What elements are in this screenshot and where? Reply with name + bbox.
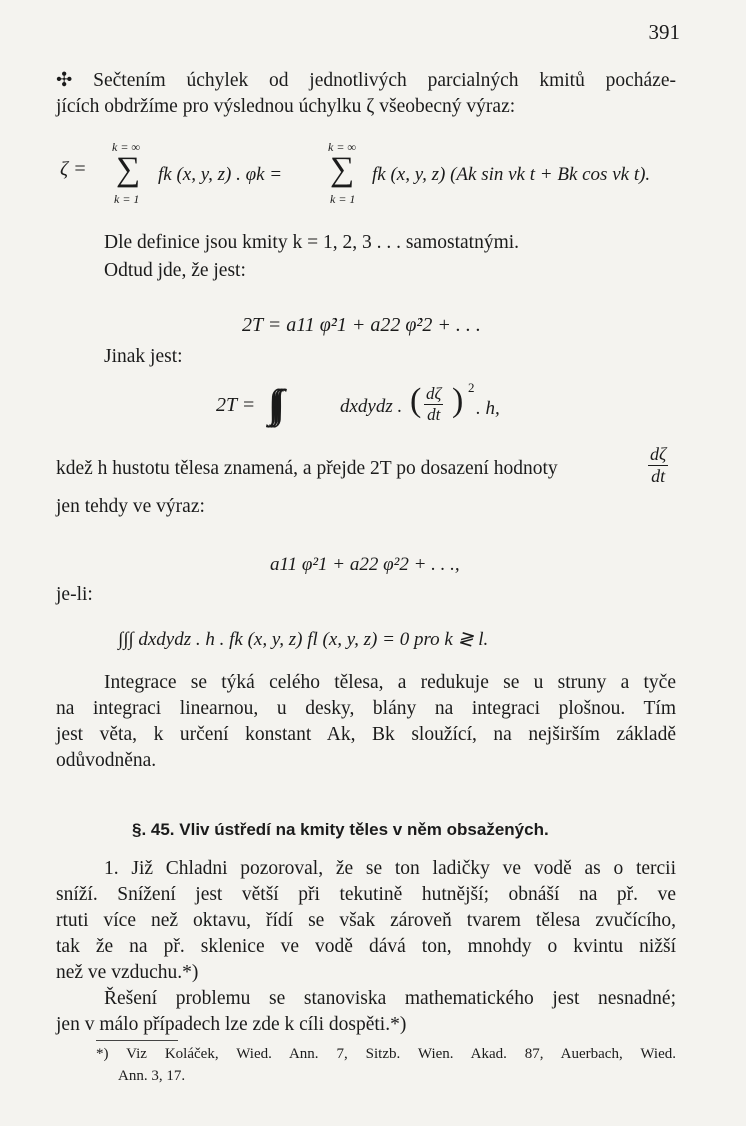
eq1-part2: fk (x, y, z) (Ak sin νk t + Bk cos νk t). — [372, 164, 651, 185]
eq1-part1: fk (x, y, z) . φk = — [158, 164, 283, 185]
jeli-label: je-li: — [56, 584, 93, 605]
intro-line-1: ✣ Sečtením úchylek od jednotlivých parcialných kmitů pocháze- — [56, 70, 676, 91]
integrace-line-4: odůvodněna. — [56, 750, 157, 771]
sigma-symbol-1: ∑ — [116, 151, 141, 188]
equation-quadratic-form: a11 φ²1 + a22 φ²2 + . . ., — [270, 554, 460, 575]
footnote-line-2: Ann. 3, 17. — [118, 1068, 186, 1084]
para2-line-1: Řešení problemu se stanoviska mathematického jest nesnadné; — [104, 988, 676, 1009]
para1-line-3: rtuti více než oktavu, řídí se však zároveň tvarem tělesa zvučícího, — [56, 910, 676, 931]
kdez-frac-den: dt — [651, 466, 666, 486]
para1-line-1: 1. Již Chladni pozoroval, že se ton ladičky ve vodě as o tercii — [104, 858, 676, 879]
integrace-line-1: Integrace se týká celého tělesa, a redukuje se u struny a tyče — [104, 672, 676, 693]
equation-orthogonality: ∫∫∫ dxdydz . h . fk (x, y, z) fl (x, y, z) = 0 pro k ≷ l. — [118, 629, 489, 650]
eq1-lhs: ζ = — [60, 158, 87, 180]
eq3-frac-den: dt — [427, 405, 441, 424]
triple-integral-symbol: ∫∫∫ — [268, 381, 277, 426]
eq3-fraction — [424, 384, 443, 425]
eq1-sum2-top: k = ∞ — [328, 140, 356, 154]
eq3-paren-open: ( — [410, 382, 422, 419]
eq3-body: dxdydz . — [340, 396, 403, 417]
section-heading: §. 45. Vliv ústředí na kmity těles v něm obsažených. — [132, 820, 549, 839]
equation-kinetic-energy: 2T = a11 φ̇²1 + a22 φ̇²2 + . . . — [242, 314, 481, 336]
kdez-line-2: jen tehdy ve výraz: — [56, 496, 205, 517]
eq1-sum2-bottom: k = 1 — [330, 192, 356, 206]
definition-line-2: Odtud jde, že jest: — [104, 260, 246, 281]
page-number: 391 — [648, 20, 680, 44]
jinak-label: Jinak jest: — [104, 346, 183, 367]
intro-line-2: jících obdržíme pro výslednou úchylku ζ všeobecný výraz: — [56, 96, 516, 117]
eq1-sum1-bottom: k = 1 — [114, 192, 140, 206]
para1-line-4: tak že na př. sklenice ve vodě dává ton, mnohdy o kvintu nižší — [56, 936, 676, 957]
eq3-frac-num: dζ — [426, 384, 442, 403]
kdez-frac-num: dζ — [650, 444, 667, 464]
sigma-symbol-2: ∑ — [330, 151, 355, 188]
integrace-line-2: na integraci linearnou, u desky, blány na integraci plošnou. Tím — [56, 698, 676, 719]
eq3-exponent: 2 — [468, 380, 475, 395]
eq1-sum1-top: k = ∞ — [112, 140, 140, 154]
para2-line-2: jen v málo případech lze zde k cíli dospěti.*) — [56, 1014, 407, 1035]
kdez-fraction — [648, 444, 668, 487]
footnote-line-1: *) Viz Koláček, Wied. Ann. 7, Sitzb. Wien. Akad. 87, Auerbach, Wied. — [96, 1046, 676, 1062]
eq3-paren-close: ) — [452, 382, 464, 419]
integrace-line-3: jest věta, k určení konstant Ak, Bk sloužící, na nejširším základě — [56, 724, 676, 745]
footnote-rule — [96, 1040, 178, 1041]
para1-line-2: sníží. Snížení jest větší při tekutině hutnější; obnáší na př. ve — [56, 884, 676, 905]
definition-line-1: Dle definice jsou kmity k = 1, 2, 3 . . . samostatnými. — [104, 232, 520, 253]
para1-line-5: než ve vzduchu.*) — [56, 962, 199, 983]
eq3-lhs: 2T = — [216, 394, 256, 416]
eq3-tail: . h, — [476, 398, 500, 419]
kdez-line-1: kdež h hustotu tělesa znamená, a přejde 2T po dosazení hodnoty — [56, 458, 558, 479]
